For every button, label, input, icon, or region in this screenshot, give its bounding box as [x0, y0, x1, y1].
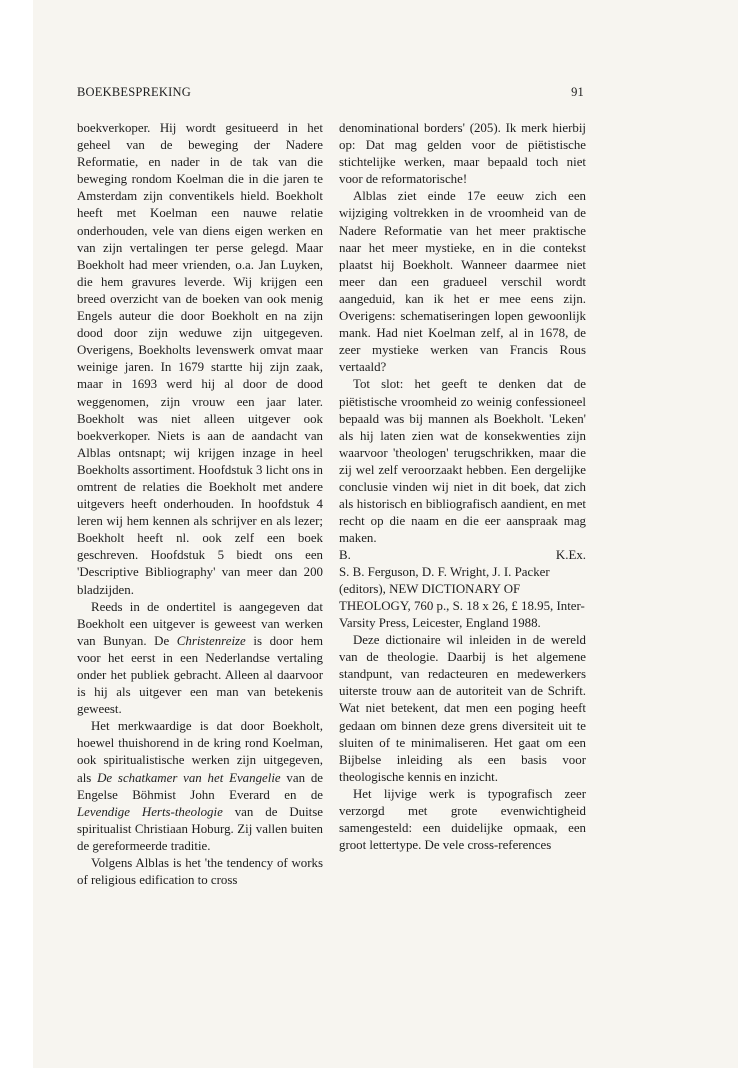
paragraph: denominational borders' (205). Ik merk hierbij op: Dat mag gelden voor de piëtistische stichtelijke werken, maar bepaald toch niet voor de reformatorische!: [339, 121, 586, 187]
text-run: Het merkwaardige is dat door Boekholt, hoewel thuishorend in de kring rond Koelman, ook spiritualistische werken zijn uitgegeven, als: [77, 719, 323, 785]
paragraph: [77, 599, 323, 719]
review-signature: [339, 547, 586, 564]
left-column: [77, 120, 323, 889]
text-run: van de Engelse Böhmist John Everard en de: [77, 770, 323, 802]
signature-author: K.Ex.: [555, 548, 586, 563]
italic-title: Levendige Herts-theologie: [77, 804, 223, 819]
section-title: BOEKBESPREKING: [77, 85, 191, 99]
signature-initial: B.: [339, 548, 351, 563]
paragraph: Alblas ziet einde 17e eeuw zich een wijziging voltrekken in de vroomheid van de Nadere Reformatie van het meer praktische naar het meer mystieke, en in die contekst plaatst hij Boekholt. Wanneer daarmee niet meer dan een gradueel verschil wordt aangeduid, kan ik het er mee eens zijn. Overigens: schematiseringen lopen gewoonlijk mank. Had niet Koelman zelf, al in 1678, de zeer mystieke werken van Francis Rous vertaald?: [339, 189, 586, 375]
text-run: Reeds in de ondertitel is aangegeven dat Boekholt een uitgever is geweest van werken van Bunyan. De: [77, 599, 323, 648]
italic-title: De schatkamer van het Evangelie: [97, 770, 281, 785]
paragraph: Deze dictionaire wil inleiden in de wereld van de theologie. Daarbij is het algemene standpunt, van redacteuren en medewerkers uiterste trouw aan de autoriteit van de Schrift. Wat niet betekent, dat men een poging heeft gedaan om binnen deze grens diversiteit uit te sluiten of te minimaliseren. Het gaat om een Bijbelse inleiding als een basis voor theologische kennis en inzicht.: [339, 633, 586, 784]
right-column: [339, 120, 586, 854]
text-run: is door hem voor het eerst in een Nederlandse vertaling onder het publiek gebracht. Alleen al daarvoor is hij als uitgever een man van betekenis geweest.: [77, 633, 324, 717]
paragraph: Het lijvige werk is typografisch zeer verzorgd met grote evenwichtigheid samengesteld: een duidelijke opmaak, een groot lettertype. De vele cross-references: [339, 786, 586, 853]
paragraph: Volgens Alblas is het 'the tendency of works of religious edification to cross: [77, 856, 323, 888]
text-run: van de Duitse spiritualist Christiaan Hoburg. Zij vallen buiten de gereformeerde traditie.: [77, 804, 323, 853]
paragraph: boekverkoper. Hij wordt gesitueerd in het geheel van de beweging der Nadere Reformatie, en nader in de tak van die beweging rondom Koelman die in die jaren te Amsterdam zijn conventikels hield. Boekholt heeft met Koelman een nauwe relatie onderhouden, vele van diens eigen werken en van zijn vertalingen ter perse gelegd. Maar Boekholt had meer vrienden, o.a. Jan Luyken, die hem gravures leverde. Wij krijgen een breed overzicht van de boeken van ook menig Engels auteur die door Boekholt en na zijn dood door zijn weduwe zijn uitgegeven. Overigens, Boekholts levenswerk omvat maar weinige jaren. In 1679 startte hij zijn zaak, maar in 1693 werd hij al door de dood weggenomen, zijn vrouw een jaar later. Boekholt was niet alleen uitgever ook boekverkoper. Niets is aan de aandacht van Alblas ontsnapt; wij krijgen inzage in heel Boekholts assortiment. Hoofdstuk 3 licht ons in omtrent de relaties die Boekholt met andere uitgevers heeft onderhouden. In hoofdstuk 4 leren wij hem kennen als schrijver en als lezer; Boekholt heeft nl. ook zelf een boek geschreven. Hoofdstuk 5 biedt ons een 'Descriptive Bibliography' van meer dan 200 bladzijden.: [77, 121, 323, 597]
italic-title: Christenreize: [176, 633, 246, 648]
paragraph: [77, 718, 323, 855]
page-number: 91: [571, 85, 584, 99]
paragraph: Tot slot: het geeft te denken dat de piëtistische vroomheid zo weinig confessioneel bepaald was bij mannen als Boekholt. 'Leken' als hij laten zien wat de konsekwenties zijn waarvoor 'theologen' terugschrikken, maar die zij wel zelf veroorzaakt hebben. Een dergelijke conclusie vinden wij niet in dit boek, dat zich als historisch en bibliografisch aandient, en met recht op die naam en die eer aanspraak mag maken.: [339, 377, 586, 546]
book-review-heading: S. B. Ferguson, D. F. Wright, J. I. Packer (editors), NEW DICTIONARY OF THEOLOGY, 760 p., S. 18 x 26, £ 18.95, Inter-Varsity Press, Leicester, England 1988.: [339, 565, 585, 631]
